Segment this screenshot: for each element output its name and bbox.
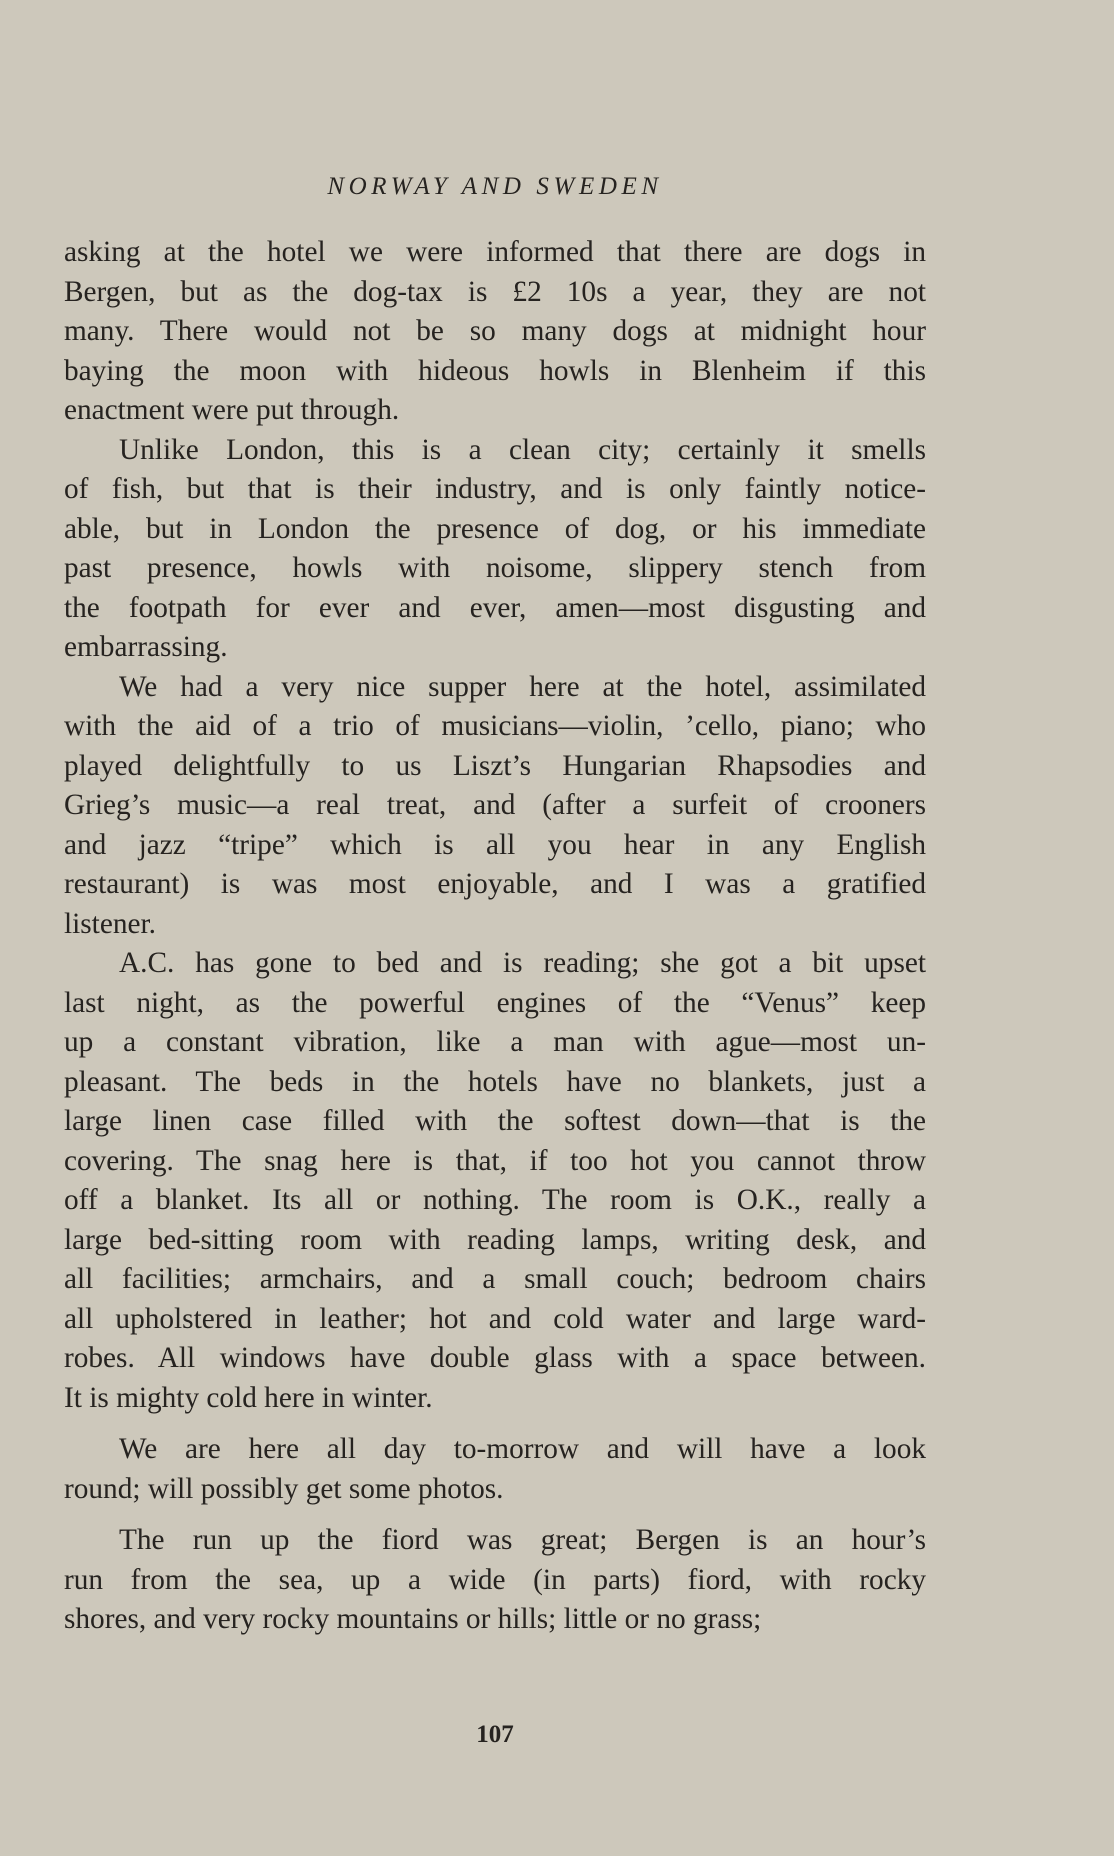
text-line: baying the moon with hideous howls in Blenheim if this bbox=[64, 354, 926, 387]
text-line: played delightfully to us Liszt’s Hungarian Rhapsodies and bbox=[64, 749, 926, 782]
paragraph bbox=[64, 1521, 926, 1640]
text-line: past presence, howls with noisome, slippery stench from bbox=[64, 552, 926, 584]
text-line: large linen case filled with the softest down—that is the bbox=[64, 1105, 926, 1137]
body-text bbox=[64, 233, 926, 1640]
text-line: covering. The snag here is that, if too hot you cannot throw bbox=[64, 1144, 926, 1177]
text-line: the footpath for ever and ever, amen—most disgusting and bbox=[64, 591, 926, 624]
text-line: and jazz “tripe” which is all you hear in any English bbox=[64, 828, 926, 861]
text-line: Unlike London, this is a clean city; certainly it smells bbox=[119, 433, 926, 466]
text-line: many. There would not be so many dogs at midnight hour bbox=[64, 315, 926, 347]
text-line: large bed-sitting room with reading lamps, writing desk, and bbox=[64, 1223, 926, 1256]
text-line: listener. bbox=[64, 907, 156, 940]
text-line: all upholstered in leather; hot and cold water and large ward- bbox=[64, 1302, 926, 1335]
text-line: off a blanket. Its all or nothing. The room is O.K., really a bbox=[64, 1184, 926, 1216]
text-line: We are here all day to-morrow and will have a look bbox=[119, 1433, 926, 1465]
paragraph bbox=[64, 668, 926, 945]
text-line: shores, and very rocky mountains or hills; little or no grass; bbox=[64, 1603, 762, 1635]
text-line: asking at the hotel we were informed that there are dogs in bbox=[64, 236, 926, 268]
text-line: all facilities; armchairs, and a small couch; bedroom chairs bbox=[64, 1263, 926, 1295]
paragraph-gap bbox=[64, 1509, 926, 1521]
text-line: restaurant) is was most enjoyable, and I was a gratified bbox=[64, 868, 926, 900]
text-line: It is mighty cold here in winter. bbox=[64, 1381, 433, 1414]
paragraph-gap bbox=[64, 1418, 926, 1430]
text-line: Bergen, but as the dog-tax is £2 10s a year, they are not bbox=[64, 275, 926, 308]
text-line: able, but in London the presence of dog, or his immediate bbox=[64, 512, 926, 545]
text-line: embarrassing. bbox=[64, 631, 228, 663]
paragraph bbox=[64, 1430, 926, 1509]
text-line: A.C. has gone to bed and is reading; she got a bit upset bbox=[119, 947, 926, 979]
paragraph bbox=[64, 431, 926, 668]
text-line: robes. All windows have double glass with a space between. bbox=[64, 1342, 926, 1374]
text-line: with the aid of a trio of musicians—violin, ’cello, piano; who bbox=[64, 710, 926, 742]
text-line: of fish, but that is their industry, and is only faintly notice- bbox=[64, 473, 926, 505]
text-line: Grieg’s music—a real treat, and (after a surfeit of crooners bbox=[64, 789, 926, 821]
text-line: up a constant vibration, like a man with ague—most un- bbox=[64, 1026, 926, 1058]
running-head: NORWAY AND SWEDEN bbox=[327, 173, 663, 200]
text-line: enactment were put through. bbox=[64, 394, 400, 426]
text-line: last night, as the powerful engines of the “Venus” keep bbox=[64, 986, 926, 1019]
text-line: The run up the fiord was great; Bergen is an hour’s bbox=[119, 1524, 926, 1556]
paragraph bbox=[64, 944, 926, 1418]
text-line: run from the sea, up a wide (in parts) fiord, with rocky bbox=[64, 1563, 926, 1596]
paragraph bbox=[64, 233, 926, 431]
text-line: round; will possibly get some photos. bbox=[64, 1472, 504, 1505]
page-number: 107 bbox=[476, 1721, 514, 1748]
text-line: pleasant. The beds in the hotels have no blankets, just a bbox=[64, 1065, 926, 1098]
text-line: We had a very nice supper here at the hotel, assimilated bbox=[119, 670, 926, 703]
